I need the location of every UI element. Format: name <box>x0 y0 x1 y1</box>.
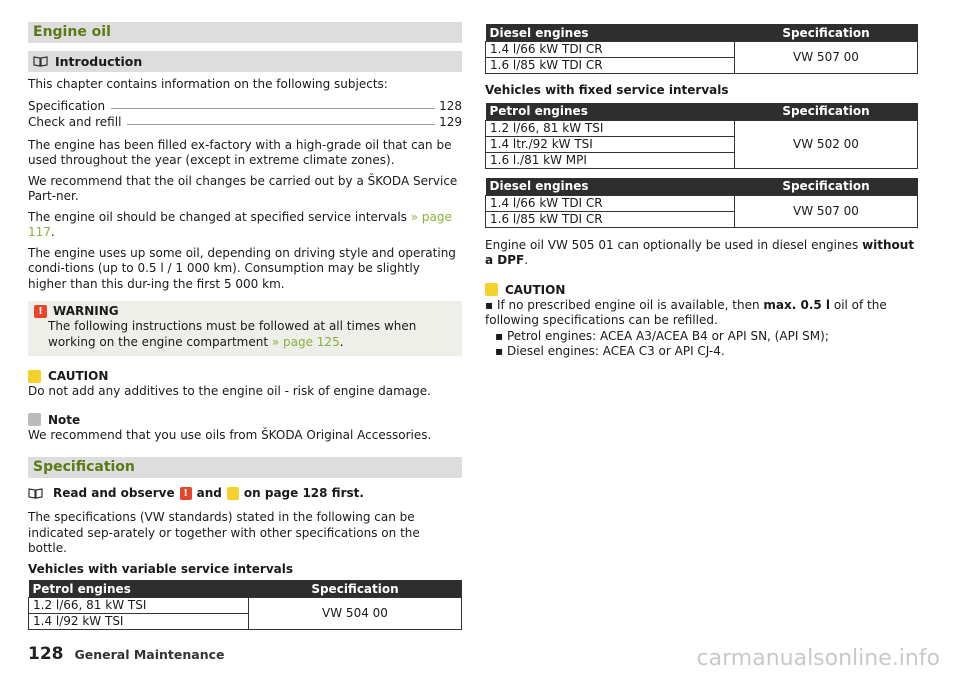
caution-header-right: CAUTION <box>485 282 918 298</box>
section-title-engine-oil: Engine oil <box>28 22 462 43</box>
table-fixed-diesel: Diesel engines Specification 1.4 l/66 kW TDI CR VW 507 00 1.6 l/85 kW TDI CR <box>485 178 918 228</box>
watermark: carmanualsonline.info <box>696 646 940 671</box>
table-row: 1.6 l/85 kW TDI CR <box>486 211 918 227</box>
intro-header <box>28 51 462 72</box>
caution-header: CAUTION <box>28 368 462 384</box>
toc-item-check-refill[interactable]: Check and refill 129 <box>28 114 462 129</box>
table-variable-diesel: Diesel engines Specification 1.4 l/66 kW TDI CR VW 507 00 1.6 l/85 kW TDI CR <box>485 24 918 74</box>
book-icon <box>28 488 43 499</box>
paragraph-service-partner: We recommend that the oil changes be carried out by a ŠKODA Service Part-ner. <box>28 173 458 203</box>
table-row: 1.4 l/92 kW TSI <box>29 614 462 630</box>
fixed-intervals-heading: Vehicles with fixed service intervals <box>485 83 729 97</box>
table-row: 1.2 l/66, 81 kW TSI VW 504 00 <box>29 598 462 614</box>
spec-paragraph: The specifications (VW standards) stated in the following can be indicated sep-arately or together with other specifications on the bottle. <box>28 510 420 555</box>
intro-text: This chapter contains information on the following subjects: <box>28 77 388 91</box>
paragraph-factory-oil: The engine has been filled ex-factory with a high-grade oil that can be used throughout the year (except in extreme climate zones). <box>28 137 452 167</box>
right-column <box>485 24 918 360</box>
note-text: We recommend that you use oils from ŠKODA Original Accessories. <box>28 427 432 442</box>
caution-item-2: ▪ Petrol engines: ACEA A3/ACEA B4 or API SN, (API SM); <box>495 328 829 343</box>
note-icon <box>28 413 41 426</box>
table-fixed-petrol: Petrol engines Specification 1.2 l/66, 81 kW TSI VW 502 00 1.4 ltr./92 kW TSI 1.6 l./81 kW MPI <box>485 103 918 169</box>
variable-intervals-heading: Vehicles with variable service intervals <box>28 561 294 576</box>
caution-text: Do not add any additives to the engine oil - risk of engine damage. <box>28 384 431 398</box>
caution-item-3: ▪ Diesel engines: ACEA C3 or API CJ-4. <box>495 344 725 358</box>
caution-icon <box>28 370 41 383</box>
page-footer <box>28 644 224 664</box>
table-row: 1.4 l/66 kW TDI CR VW 507 00 <box>486 42 918 58</box>
table-variable-petrol: Petrol engines Specification 1.2 l/66, 81 kW TSI VW 504 00 1.4 l/92 kW TSI <box>28 580 462 630</box>
table-row: 1.2 l/66, 81 kW TSI VW 502 00 <box>486 120 918 136</box>
caution-icon <box>485 283 498 296</box>
toc-item-specification[interactable]: Specification 128 <box>28 99 462 113</box>
table-row: 1.6 l/85 kW TDI CR <box>486 58 918 74</box>
warning-box <box>28 301 462 356</box>
table-row: 1.6 l./81 kW MPI <box>486 152 918 168</box>
caution-icon <box>227 487 239 500</box>
warning-title: WARNING <box>53 304 119 318</box>
table-row: 1.4 l/66 kW TDI CR VW 507 00 <box>486 195 918 211</box>
warning-icon: ! <box>180 487 192 500</box>
page-125-link[interactable]: » page 125 <box>271 334 340 349</box>
paragraph-service-intervals: The engine oil should be changed at specified service intervals » page 117. <box>28 209 452 239</box>
left-column <box>28 22 462 630</box>
note-header: Note <box>28 412 462 428</box>
section-title-specification: Specification <box>28 457 462 478</box>
warning-text: The following instructions must be followed at all times when working on the engine compartment » page 125. <box>48 319 417 349</box>
table-row: 1.4 ltr./92 kW TSI <box>486 136 918 152</box>
caution-item-1: ▪ If no prescribed engine oil is available, then max. 0.5 l oil of the following specifications can be refilled. <box>485 297 887 327</box>
toc-list <box>28 98 462 129</box>
read-and-observe: Read and observe ! and on page 128 first. <box>28 485 462 501</box>
warning-icon: ! <box>34 305 47 318</box>
paragraph-consumption: The engine uses up some oil, depending on driving style and operating condi-tions (up to 0.5 l / 1 000 km). Consumption may be slightly higher than this dur-ing the first 5 000 km. <box>28 245 456 291</box>
dpf-paragraph: Engine oil VW 505 01 can optionally be used in diesel engines without a DPF. <box>485 237 915 267</box>
page-117-link[interactable]: » page 117 <box>28 209 452 239</box>
book-icon <box>33 56 48 67</box>
chapter-name: General Maintenance <box>74 647 225 662</box>
page-number: 128 <box>28 644 64 664</box>
intro-title: Introduction <box>55 54 143 69</box>
